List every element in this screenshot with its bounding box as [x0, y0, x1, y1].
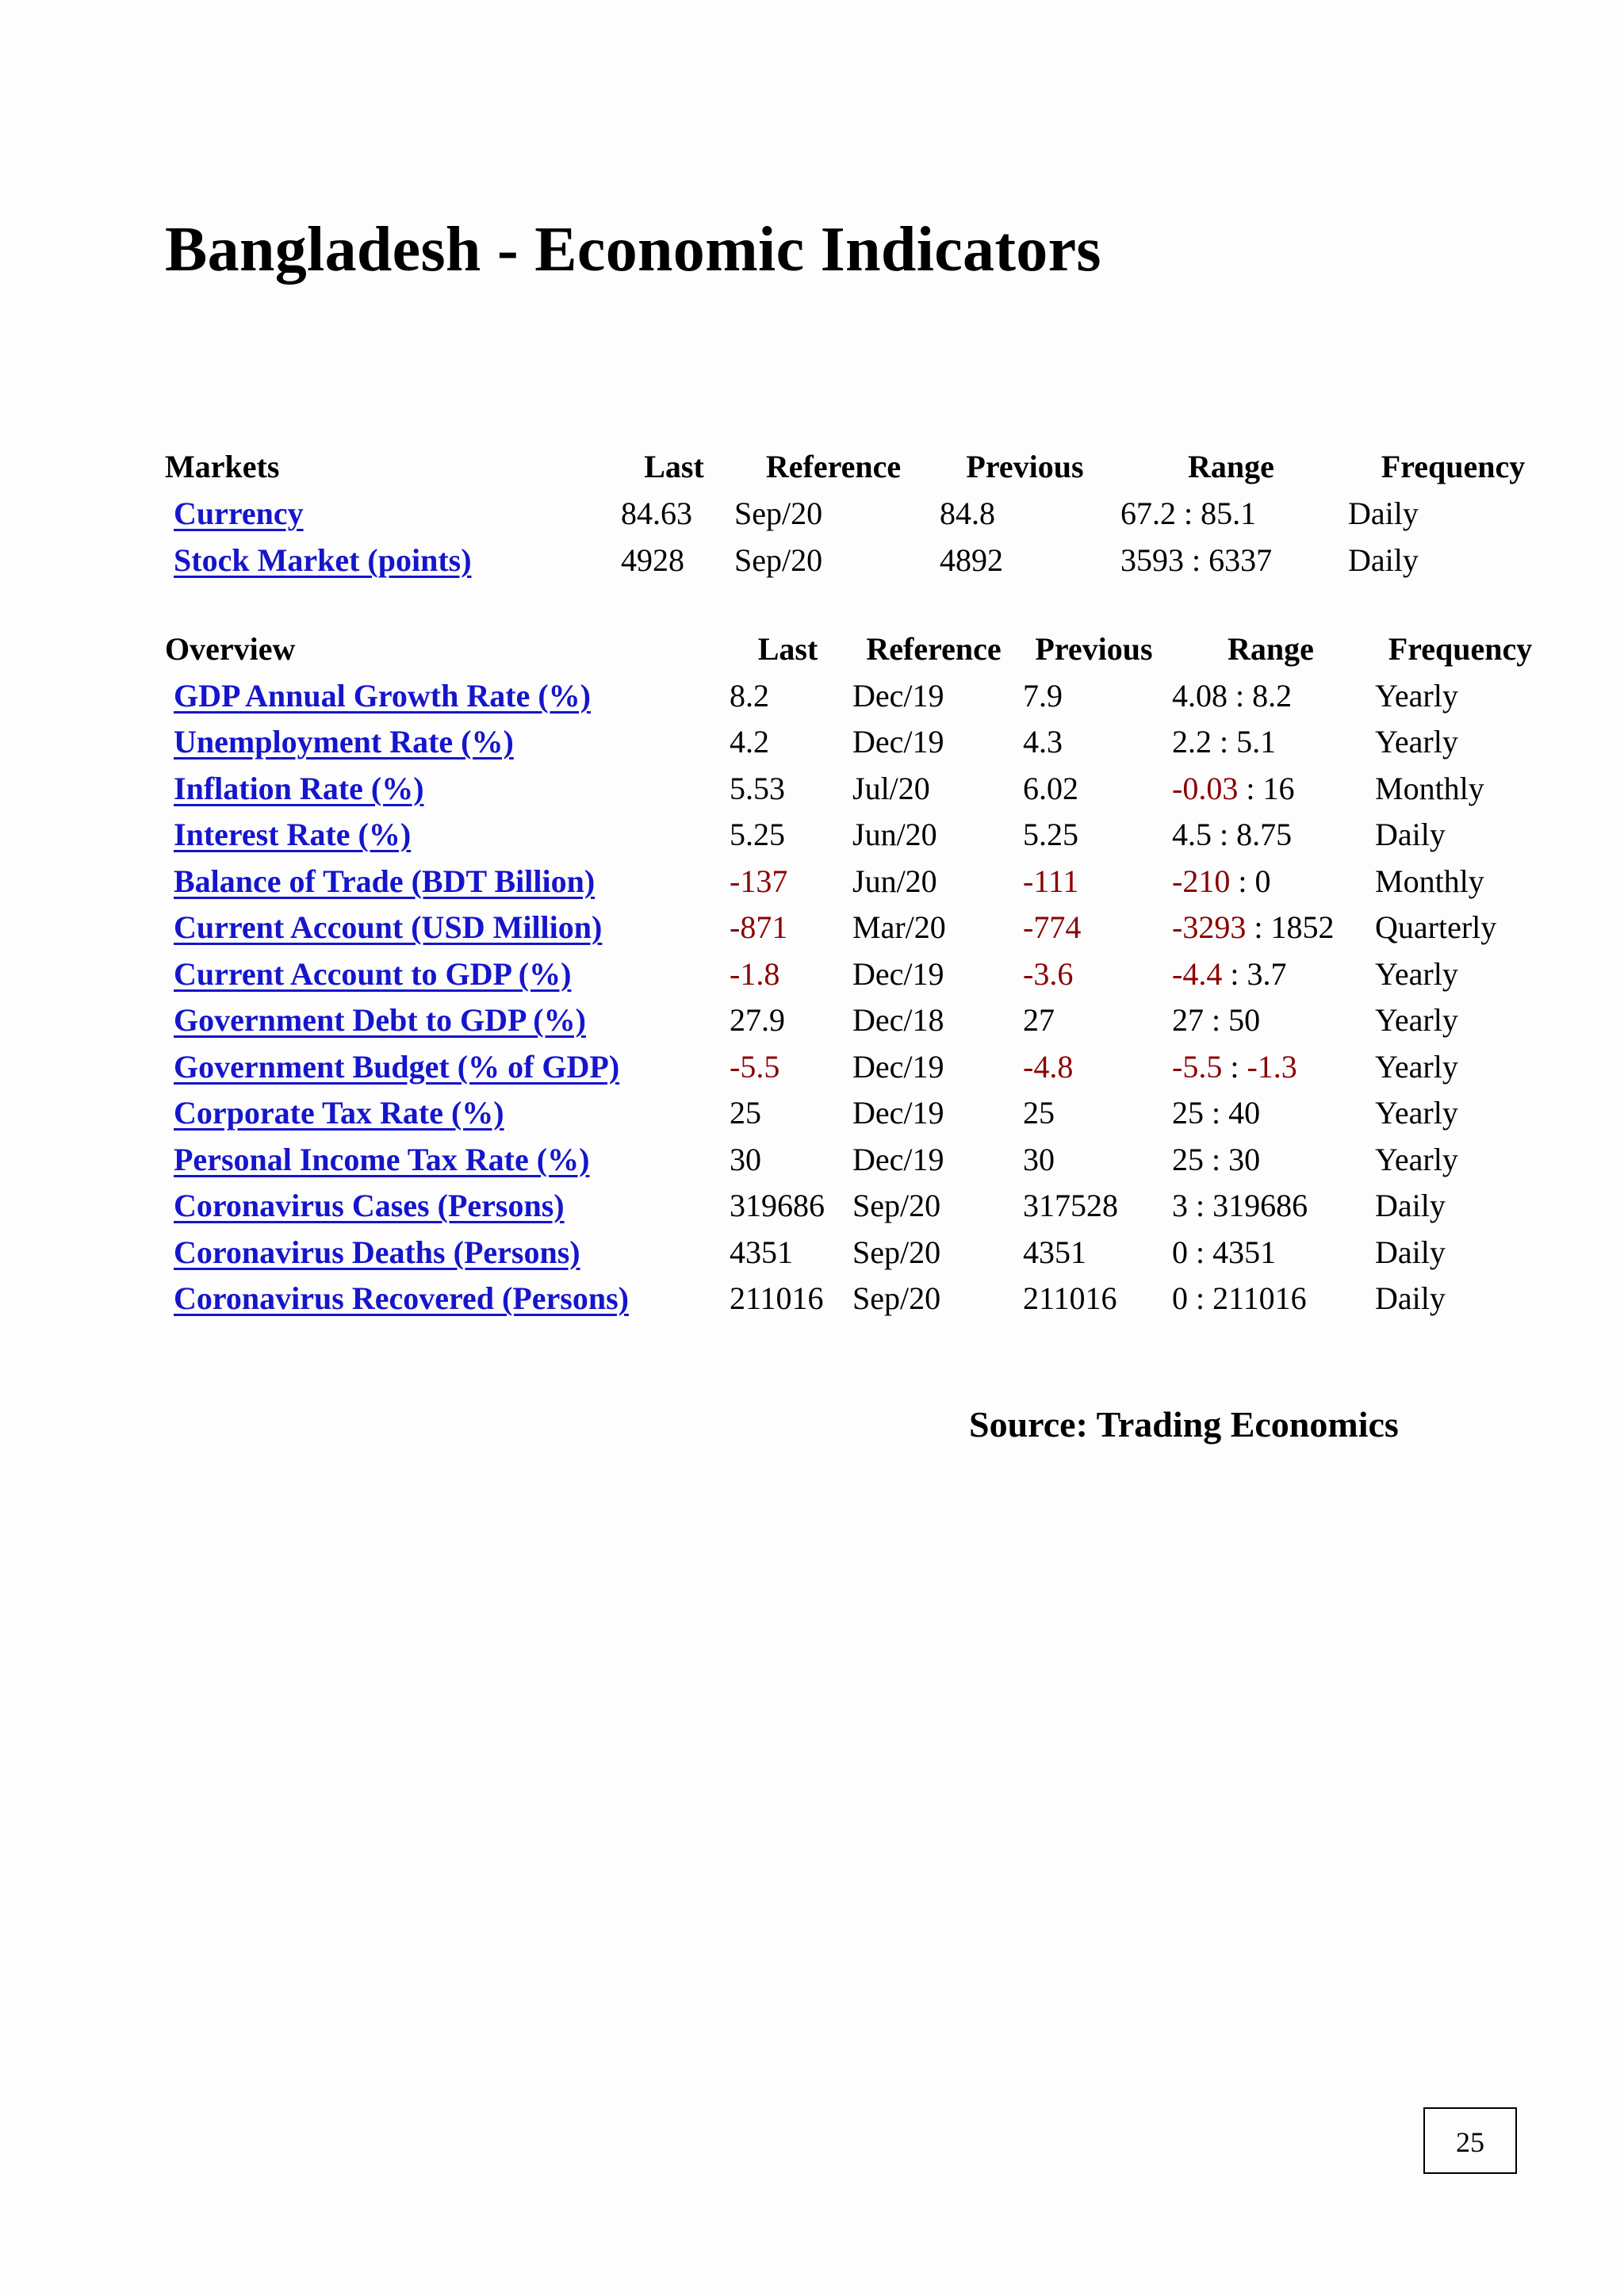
- range-low: 27: [1172, 1002, 1204, 1038]
- range-high: 40: [1228, 1095, 1261, 1131]
- range-low: 4.08: [1172, 677, 1228, 714]
- last-value: -871: [730, 909, 788, 945]
- frequency-value: Daily: [1348, 542, 1419, 578]
- frequency-value: Yearly: [1375, 1048, 1458, 1085]
- last-value: -137: [730, 863, 788, 899]
- range-value: [1172, 905, 1334, 951]
- range-low: -4.4: [1172, 955, 1223, 992]
- range-separator: :: [1204, 1002, 1229, 1038]
- range-high: 50: [1228, 1002, 1261, 1038]
- reference-period: Jul/20: [852, 770, 930, 806]
- last-value: 25: [730, 1095, 761, 1131]
- reference-period: Mar/20: [852, 909, 946, 945]
- reference-period: Dec/19: [852, 724, 944, 760]
- range-separator: :: [1212, 724, 1237, 760]
- range-separator: :: [1222, 1048, 1247, 1085]
- range-high: 6337: [1208, 542, 1273, 578]
- range-high: 8.2: [1252, 677, 1293, 714]
- indicator-link[interactable]: Unemployment Rate (%): [174, 724, 514, 760]
- indicator-link[interactable]: Current Account to GDP (%): [174, 955, 572, 992]
- range-high: 16: [1262, 770, 1295, 806]
- previous-value: 30: [1023, 1141, 1055, 1177]
- range-separator: :: [1188, 1188, 1213, 1223]
- frequency-value: Monthly: [1375, 770, 1484, 806]
- range-value: [1120, 491, 1256, 537]
- range-value: [1172, 812, 1292, 858]
- indicator-link[interactable]: Coronavirus Cases (Persons): [174, 1188, 565, 1223]
- indicator-link[interactable]: GDP Annual Growth Rate (%): [174, 677, 591, 714]
- range-low: -5.5: [1172, 1048, 1223, 1085]
- previous-value: 5.25: [1023, 817, 1078, 852]
- frequency-value: Daily: [1348, 496, 1419, 531]
- reference-period: Jun/20: [852, 817, 937, 852]
- range-value: [1172, 997, 1260, 1043]
- frequency-value: Daily: [1375, 1234, 1446, 1270]
- column-header-reference: Reference: [765, 449, 902, 484]
- range-low: 25: [1172, 1141, 1204, 1177]
- table-header-row: [0, 626, 1624, 672]
- range-low: -210: [1172, 863, 1231, 899]
- indicator-link[interactable]: Personal Income Tax Rate (%): [174, 1141, 590, 1177]
- column-header-frequency: Frequency: [1381, 449, 1526, 484]
- section-heading: Markets: [165, 449, 280, 484]
- frequency-value: Yearly: [1375, 677, 1458, 714]
- range-separator: :: [1238, 770, 1263, 806]
- range-separator: :: [1212, 817, 1237, 852]
- table-row: [0, 491, 1624, 537]
- range-low: 3: [1172, 1188, 1188, 1223]
- table-row: [0, 1230, 1624, 1276]
- range-high: 0: [1254, 863, 1271, 899]
- column-header-range: Range: [1188, 449, 1274, 484]
- frequency-value: Monthly: [1375, 863, 1484, 899]
- indicator-link[interactable]: Current Account (USD Million): [174, 909, 603, 945]
- range-high: 8.75: [1236, 817, 1293, 852]
- last-value: 211016: [730, 1280, 824, 1316]
- range-low: 67.2: [1120, 496, 1176, 531]
- column-header-last: Last: [757, 631, 818, 667]
- indicator-link[interactable]: Interest Rate (%): [174, 817, 412, 852]
- range-value: [1172, 1137, 1260, 1183]
- range-high: 5.1: [1236, 724, 1277, 760]
- previous-value: 84.8: [940, 496, 995, 531]
- last-value: 4.2: [730, 724, 769, 760]
- previous-value: 7.9: [1023, 677, 1063, 714]
- frequency-value: Yearly: [1375, 1141, 1458, 1177]
- indicator-link[interactable]: Coronavirus Recovered (Persons): [174, 1280, 629, 1316]
- table-row: [0, 1090, 1624, 1136]
- reference-period: Dec/19: [852, 1048, 944, 1085]
- last-value: 8.2: [730, 677, 769, 714]
- table-header-row: [0, 444, 1624, 490]
- range-separator: :: [1188, 1234, 1213, 1270]
- table-row: [0, 812, 1624, 858]
- last-value: -1.8: [730, 955, 780, 992]
- reference-period: Dec/19: [852, 1095, 944, 1131]
- table-row: [0, 997, 1624, 1043]
- last-value: 84.63: [621, 496, 692, 531]
- range-high: 3.7: [1247, 955, 1287, 992]
- range-separator: :: [1246, 909, 1271, 945]
- range-separator: :: [1204, 1095, 1229, 1131]
- range-low: 0: [1172, 1234, 1188, 1270]
- column-header-reference: Reference: [866, 631, 1002, 667]
- range-separator: :: [1204, 1141, 1229, 1177]
- last-value: -5.5: [730, 1048, 780, 1085]
- frequency-value: Yearly: [1375, 1095, 1458, 1131]
- last-value: 5.25: [730, 817, 785, 852]
- indicator-link[interactable]: Balance of Trade (BDT Billion): [174, 863, 596, 899]
- previous-value: 317528: [1023, 1188, 1118, 1223]
- previous-value: 211016: [1023, 1280, 1117, 1316]
- table-row: [0, 859, 1624, 905]
- reference-period: Sep/20: [734, 496, 823, 531]
- column-header-range: Range: [1228, 631, 1314, 667]
- reference-period: Jun/20: [852, 863, 937, 899]
- column-header-previous: Previous: [1035, 631, 1153, 667]
- table-row: [0, 719, 1624, 765]
- range-low: -0.03: [1172, 770, 1239, 806]
- range-low: 2.2: [1172, 724, 1212, 760]
- indicator-link[interactable]: Coronavirus Deaths (Persons): [174, 1234, 580, 1270]
- last-value: 27.9: [730, 1002, 785, 1038]
- range-separator: :: [1184, 542, 1209, 578]
- range-value: [1172, 1230, 1276, 1276]
- table-row: [0, 905, 1624, 951]
- range-value: [1172, 1183, 1308, 1229]
- reference-period: Sep/20: [852, 1188, 941, 1223]
- range-low: 0: [1172, 1280, 1188, 1316]
- frequency-value: Daily: [1375, 1280, 1446, 1316]
- reference-period: Sep/20: [734, 542, 823, 578]
- reference-period: Sep/20: [852, 1280, 941, 1316]
- range-value: [1172, 859, 1270, 905]
- previous-value: 4.3: [1023, 724, 1063, 760]
- table-row: [0, 1044, 1624, 1090]
- previous-value: -4.8: [1023, 1048, 1074, 1085]
- frequency-value: Yearly: [1375, 724, 1458, 760]
- source-note: Source: Trading Economics: [969, 1404, 1399, 1445]
- table-row: [0, 766, 1624, 812]
- previous-value: 27: [1023, 1002, 1055, 1038]
- frequency-value: Daily: [1375, 1188, 1446, 1223]
- section-heading: Overview: [165, 631, 296, 667]
- indicator-link[interactable]: Currency: [174, 496, 304, 531]
- last-value: 30: [730, 1141, 761, 1177]
- frequency-value: Quarterly: [1375, 909, 1497, 945]
- last-value: 319686: [730, 1188, 825, 1223]
- range-high: 211016: [1212, 1280, 1307, 1316]
- indicator-link[interactable]: Corporate Tax Rate (%): [174, 1095, 504, 1131]
- range-value: [1120, 538, 1272, 584]
- table-row: [0, 1183, 1624, 1229]
- previous-value: 4351: [1023, 1234, 1086, 1270]
- range-low: 3593: [1120, 542, 1184, 578]
- range-low: 25: [1172, 1095, 1204, 1131]
- previous-value: -3.6: [1023, 955, 1074, 992]
- reference-period: Dec/18: [852, 1002, 944, 1038]
- previous-value: 6.02: [1023, 770, 1078, 806]
- previous-value: -111: [1023, 863, 1079, 899]
- range-value: [1172, 673, 1292, 719]
- range-high: 85.1: [1201, 496, 1257, 531]
- indicator-link[interactable]: Government Budget (% of GDP): [174, 1048, 620, 1085]
- table-row: [0, 951, 1624, 997]
- column-header-last: Last: [644, 449, 704, 484]
- range-value: [1172, 1276, 1307, 1322]
- table-row: [0, 538, 1624, 584]
- previous-value: 25: [1023, 1095, 1055, 1131]
- reference-period: Dec/19: [852, 955, 944, 992]
- range-high: 30: [1228, 1141, 1261, 1177]
- range-value: [1172, 1044, 1297, 1090]
- range-separator: :: [1222, 955, 1247, 992]
- range-high: -1.3: [1247, 1048, 1297, 1085]
- frequency-value: Yearly: [1375, 955, 1458, 992]
- range-high: 319686: [1212, 1188, 1308, 1223]
- range-high: 1852: [1270, 909, 1335, 945]
- last-value: 4351: [730, 1234, 793, 1270]
- previous-value: 4892: [940, 542, 1003, 578]
- column-header-previous: Previous: [966, 449, 1084, 484]
- range-separator: :: [1176, 496, 1201, 531]
- column-header-frequency: Frequency: [1388, 631, 1533, 667]
- indicator-link[interactable]: Inflation Rate (%): [174, 770, 424, 806]
- last-value: 5.53: [730, 770, 785, 806]
- table-row: [0, 673, 1624, 719]
- range-low: -3293: [1172, 909, 1247, 945]
- range-low: 4.5: [1172, 817, 1212, 852]
- page-title: Bangladesh - Economic Indicators: [165, 215, 1101, 285]
- frequency-value: Yearly: [1375, 1002, 1458, 1038]
- reference-period: Sep/20: [852, 1234, 941, 1270]
- page-number: 25: [1423, 2107, 1517, 2174]
- last-value: 4928: [621, 542, 684, 578]
- range-value: [1172, 766, 1294, 812]
- frequency-value: Daily: [1375, 817, 1446, 852]
- range-high: 4351: [1212, 1234, 1277, 1270]
- range-separator: :: [1228, 677, 1253, 714]
- previous-value: -774: [1023, 909, 1082, 945]
- table-row: [0, 1276, 1624, 1322]
- indicator-link[interactable]: Stock Market (points): [174, 542, 472, 578]
- range-separator: :: [1230, 863, 1255, 899]
- table-row: [0, 1137, 1624, 1183]
- range-value: [1172, 1090, 1260, 1136]
- indicator-link[interactable]: Government Debt to GDP (%): [174, 1002, 586, 1038]
- range-value: [1172, 719, 1276, 765]
- range-value: [1172, 951, 1286, 997]
- reference-period: Dec/19: [852, 677, 944, 714]
- reference-period: Dec/19: [852, 1141, 944, 1177]
- range-separator: :: [1188, 1280, 1213, 1316]
